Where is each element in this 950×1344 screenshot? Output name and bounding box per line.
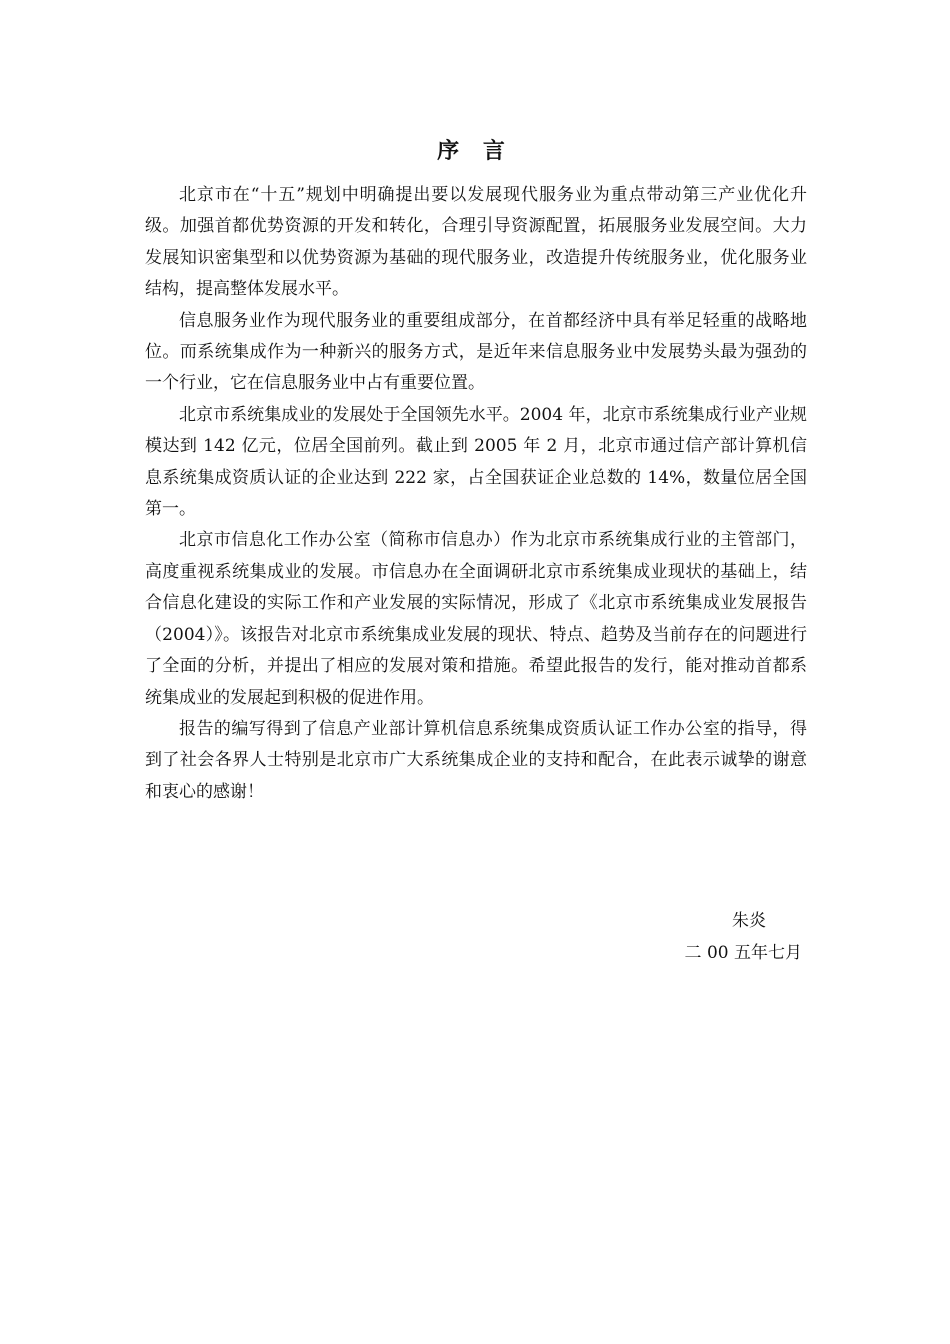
paragraph-1: 北京市在“十五”规划中明确提出要以发展现代服务业为重点带动第三产业优化升级。加强首都优势资源的开发和转化，合理引导资源配置，拓展服务业发展空间。大力发展知识密集型和以优势资源为基础的现代服务业，改造提升传统服务业，优化服务业结构，提高整体发展水平。 <box>145 185 807 300</box>
signature-date: 二 00 五年七月 <box>684 943 802 963</box>
paragraph-4: 北京市信息化工作办公室（简称市信息办）作为北京市系统集成行业的主管部门，高度重视系统集成业的发展。市信息办在全面调研北京市系统集成业现状的基础上，结合信息化建设的实际工作和产业发展的实际情况，形成了《北京市系统集成业发展报告（2004）》。该报告对北京市系统集成业发展的现状、特点、趋势及当前存在的问题进行了全面的分析，并提出了相应的发展对策和措施。希望此报告的发行，能对推动首都系统集成业的发展起到积极的促进作用。 <box>145 530 807 708</box>
signature-block <box>685 905 802 969</box>
preface-body <box>145 180 807 808</box>
paragraph-2: 信息服务业作为现代服务业的重要组成部分，在首都经济中具有举足轻重的战略地位。而系统集成作为一种新兴的服务方式，是近年来信息服务业中发展势头最为强劲的一个行业，它在信息服务业中占有重要位置。 <box>145 310 807 394</box>
paragraph-3: 北京市系统集成业的发展处于全国领先水平。2004 年，北京市系统集成行业产业规模达到 142 亿元，位居全国前列。截止到 2005 年 2 月，北京市通过信产部计算机信息系统集成资质认证的企业达到 222 家，占全国获证企业总数的 14%，数量位居全国第一。 <box>145 404 807 520</box>
signature-author: 朱炎 <box>732 911 766 931</box>
paragraph-5: 报告的编写得到了信息产业部计算机信息系统集成资质认证工作办公室的指导，得到了社会各界人士特别是北京市广大系统集成企业的支持和配合，在此表示诚挚的谢意和衷心的感谢！ <box>145 718 807 802</box>
page-title: 序 言 <box>437 138 513 164</box>
